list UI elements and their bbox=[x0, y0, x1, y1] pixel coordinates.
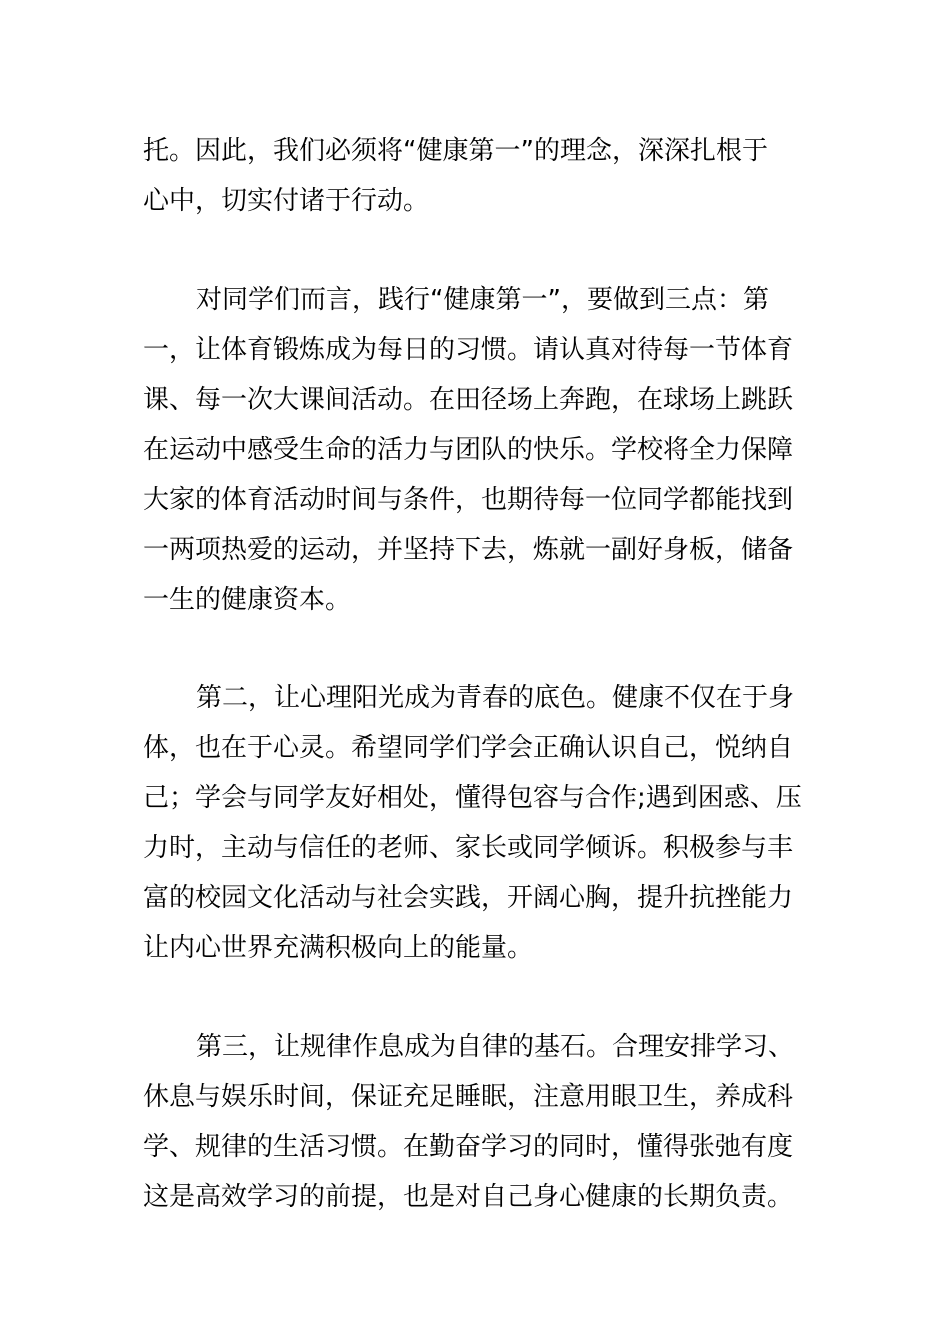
text-line: 在运动中感受生命的活力与团队的快乐。学校将全力保障 bbox=[143, 435, 794, 465]
text-line: 第三，让规律作息成为自律的基石。合理安排学习、 bbox=[196, 1032, 795, 1062]
text-line: 这是高效学习的前提，也是对自己身心健康的长期负责。 bbox=[143, 1182, 794, 1212]
text-line: 一两项热爱的运动，并坚持下去，炼就一副好身板，储备 bbox=[143, 535, 794, 565]
text-line: 让内心世界充满积极向上的能量。 bbox=[143, 933, 534, 963]
text-line: 对同学们而言，践行“健康第一”，要做到三点：第 bbox=[196, 285, 769, 315]
text-line: 心中，切实付诸于行动。 bbox=[143, 186, 430, 216]
text-line: 第二，让心理阳光成为青春的底色。健康不仅在于身 bbox=[196, 683, 795, 713]
text-line: 课、每一次大课间活动。在田径场上奔跑，在球场上跳跃 bbox=[143, 385, 794, 415]
text-line: 富的校园文化活动与社会实践，开阔心胸，提升抗挫能力 bbox=[143, 883, 794, 913]
text-line: 托。因此，我们必须将“健康第一”的理念，深深扎根于 bbox=[143, 136, 768, 166]
text-line: 一，让体育锻炼成为每日的习惯。请认真对待每一节体育 bbox=[143, 335, 794, 365]
text-line: 学、规律的生活习惯。在勤奋学习的同时，懂得张弛有度 bbox=[143, 1132, 794, 1162]
text-line: 休息与娱乐时间，保证充足睡眠，注意用眼卫生，养成科 bbox=[143, 1082, 794, 1112]
text-line: 体，也在于心灵。希望同学们学会正确认识自己，悦纳自 bbox=[143, 733, 794, 763]
text-line: 大家的体育活动时间与条件，也期待每一位同学都能找到 bbox=[143, 485, 794, 515]
text-line: 力时，主动与信任的老师、家长或同学倾诉。积极参与丰 bbox=[143, 833, 794, 863]
text-line: 己；学会与同学友好相处，懂得包容与合作;遇到困惑、压 bbox=[143, 783, 802, 813]
text-line: 一生的健康资本。 bbox=[143, 585, 352, 615]
